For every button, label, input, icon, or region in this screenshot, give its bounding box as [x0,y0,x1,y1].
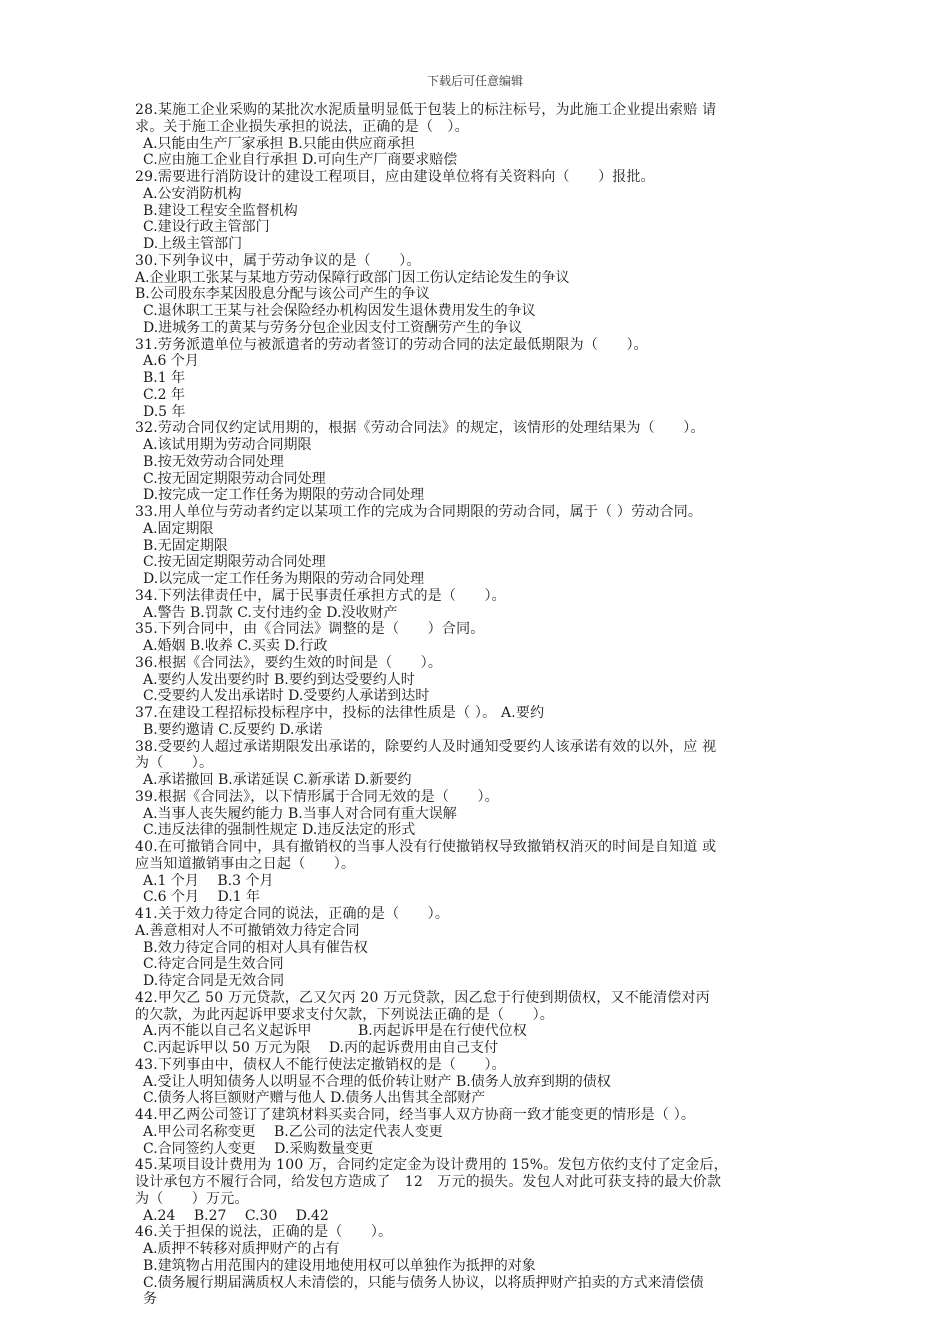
question-line: 29.需要进行消防设计的建设工程项目，应由建设单位将有关资料向（ ）报批。 [135,169,655,185]
option-line: A.固定期限 [143,520,214,537]
option-line: C.合同签约人变更 D.采购数量变更 [143,1140,374,1157]
question-line: 求。关于施工企业损失承担的说法，正确的是（ ）。 [135,118,469,135]
question-line: 46.关于担保的说法，正确的是（ ）。 [135,1224,393,1241]
option-line: A.丙不能以自己名义起诉甲 B.丙起诉甲是在行使代位权 [143,1023,527,1040]
option-line: A.企业职工张某与某地方劳动保障行政部门因工伤认定结论发生的争议 [135,269,570,286]
option-line: C.退休职工王某与社会保险经办机构因发生退休费用发生的争议 [143,303,536,319]
option-line: A.受让人明知债务人以明显不合理的低价转让财产 B.债务人放弃到期的债权 [143,1073,611,1090]
question-line: 31.劳务派遣单位与被派遣者的劳动者签订的劳动合同的法定最低期限为（ ）。 [135,336,648,353]
document-body [135,102,835,1308]
question-line: 33.用人单位与劳动者约定以某项工作的完成为合同期限的劳动合同，属于（ ）劳动合同。 [135,504,703,520]
page-header: 下载后可任意编辑 [426,74,523,88]
option-line: C.应由施工企业自行承担 D.可向生产厂商要求赔偿 [143,152,458,169]
question-line: 应当知道撤销事由之日起（ ）。 [135,855,356,872]
option-line: 务 [143,1291,157,1308]
option-line: B.无固定期限 [143,537,228,554]
option-line: A.该试用期为劳动合同期限 [143,437,312,453]
option-line: D.进城务工的黄某与劳务分包企业因支付工资酬劳产生的争议 [143,319,523,336]
question-line: 37.在建设工程招标投标程序中，投标的法律性质是（ ）。 A.要约 [135,705,545,721]
option-line: C.债务人将巨额财产赠与他人 D.债务人出售其全部财产 [143,1090,486,1107]
question-line: 为（ ）。 [135,755,214,772]
question-line: 41.关于效力待定合同的说法，正确的是（ ）。 [135,906,450,922]
option-line: D.待定合同是无效合同 [143,973,285,989]
option-line: C.建设行政主管部门 [143,219,270,236]
question-line: 设计承包方不履行合同，给发包方造成了 12 万元的损失。发包人对此可获支持的最大价款 [135,1174,722,1190]
option-line: A.甲公司名称变更 B.乙公司的法定代表人变更 [143,1123,443,1140]
option-line: A.承诺撤回 B.承诺延误 C.新承诺 D.新要约 [143,772,412,788]
question-line: 35.下列合同中，由《合同法》调整的是（ ）合同。 [135,621,485,638]
option-line: B.1 年 [143,370,186,386]
question-line: 44.甲乙两公司签订了建筑材料买卖合同，经当事人双方协商一致才能变更的情形是（ ）。 [135,1107,696,1123]
question-line: 36.根据《合同法》，要约生效的时间是（ ）。 [135,654,443,671]
option-line: B.建筑物占用范围内的建设用地使用权可以单独作为抵押的对象 [143,1257,536,1274]
question-line: 的欠款，为此丙起诉甲要求支付欠款，下列说法正确的是（ ）。 [135,1006,554,1023]
question-line: 42.甲欠乙 50 万元贷款，乙又欠丙 20 万元贷款，因乙怠于行使到期债权，又不能清偿对丙 [135,989,710,1006]
option-line: C.丙起诉甲以 50 万元为限 D.丙的起诉费用由自己支付 [143,1040,499,1056]
question-line: 32.劳动合同仅约定试用期的，根据《劳动合同法》的规定，该情形的处理结果为（ ）。 [135,420,705,437]
question-line: 43.下列事由中，债权人不能行使法定撤销权的是（ ）。 [135,1056,506,1073]
option-line: A.公安消防机构 [143,185,242,202]
question-line: 28.某施工企业采购的某批次水泥质量明显低于包装上的标注标号，为此施工企业提出索赔 请 [135,102,717,118]
option-line: A.只能由生产厂家承担 B.只能由供应商承担 [143,135,415,152]
option-line: A.当事人丧失履约能力 B.当事人对合同有重大误解 [143,805,457,822]
question-line: 30.下列争议中，属于劳动争议的是（ ）。 [135,252,421,269]
question-line: 39.根据《合同法》，以下情形属于合同无效的是（ ）。 [135,788,499,805]
option-line: B.要约邀请 C.反要约 D.承诺 [143,721,323,738]
option-line: C.受要约人发出承诺时 D.受要约人承诺到达时 [143,688,430,705]
question-line: 34.下列法律责任中，属于民事责任承担方式的是（ ）。 [135,587,506,604]
option-line: C.6 个月 D.1 年 [143,889,261,906]
option-line: D.以完成一定工作任务为期限的劳动合同处理 [143,571,425,587]
option-line: A.6 个月 [143,353,199,370]
option-line: B.效力待定合同的相对人具有催告权 [143,939,368,956]
option-line: B.公司股东李某因股息分配与该公司产生的争议 [135,286,430,303]
option-line: B.建设工程安全监督机构 [143,202,298,219]
option-line: A.24 B.27 C.30 D.42 [143,1207,329,1224]
option-line: C.按无固定期限劳动合同处理 [143,554,326,571]
option-line: B.按无效劳动合同处理 [143,453,284,470]
option-line: A.婚姻 B.收养 C.买卖 D.行政 [143,638,328,654]
option-line: D.上级主管部门 [143,236,243,252]
option-line: C.待定合同是生效合同 [143,956,284,973]
question-line: 为（ ）万元。 [135,1190,249,1207]
question-line: 40.在可撤销合同中，具有撤销权的当事人没有行使撤销权导致撤销权消灭的时间是自知道 或 [135,839,717,855]
question-line: 38.受要约人超过承诺期限发出承诺的，除要约人及时通知受要约人该承诺有效的以外，应 视 [135,738,717,755]
option-line: C.债务履行期届满质权人未清偿的，只能与债务人协议，以将质押财产拍卖的方式来清偿债 [143,1274,704,1291]
option-line: D.5 年 [143,403,186,420]
option-line: C.按无固定期限劳动合同处理 [143,470,326,487]
option-line: A.质押不转移对质押财产的占有 [143,1241,340,1257]
option-line: C.违反法律的强制性规定 D.违反法定的形式 [143,822,416,839]
question-line: 45.某项目设计费用为 100 万，合同约定定金为设计费用的 15%。发包方依约支付了定金后， [135,1157,728,1174]
option-line: A.善意相对人不可撤销效力待定合同 [135,922,360,939]
option-line: A.要约人发出要约时 B.要约到达受要约人时 [143,671,415,688]
option-line: C.2 年 [143,386,186,403]
option-line: A.1 个月 B.3 个月 [143,872,274,889]
option-line: A.警告 B.罚款 C.支付违约金 D.没收财产 [143,604,398,621]
option-line: D.按完成一定工作任务为期限的劳动合同处理 [143,487,425,504]
